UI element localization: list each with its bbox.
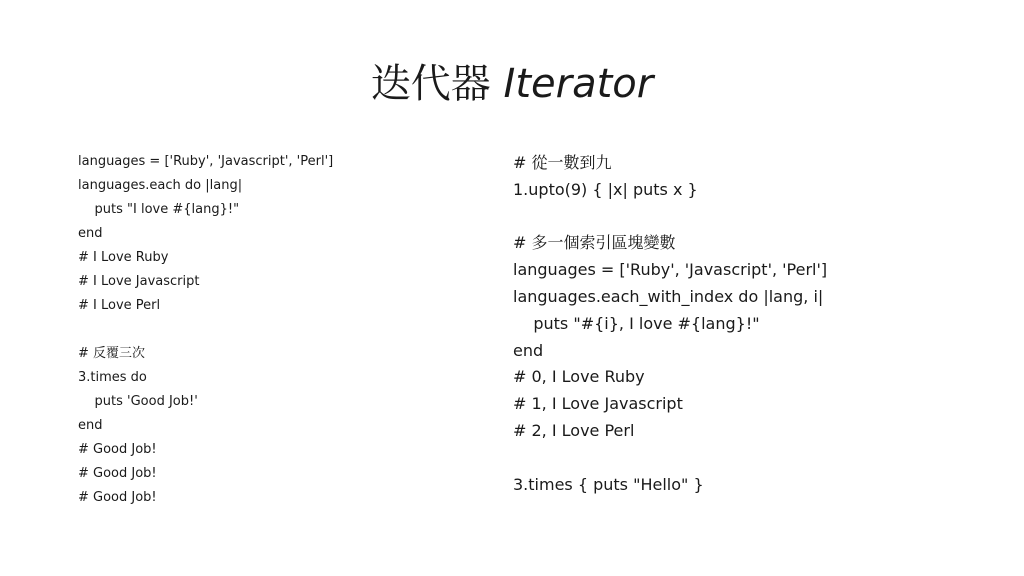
left-code-block [78,150,468,510]
title-chinese: 迭代器 [370,61,491,107]
code-line: # 1, I Love Javascript [513,394,683,414]
code-line [78,318,468,342]
right-code-block [513,150,993,498]
slide-title [0,56,1024,112]
code-line [513,204,993,231]
code-line: # 2, I Love Perl [513,420,635,440]
code-line: # 從一數到九 [513,153,612,172]
code-line: end [513,340,544,360]
code-line: puts "#{i}, I love #{lang}!" [513,313,760,333]
code-line: end [78,418,103,433]
code-line: # 多一個索引區塊變數 [513,233,676,253]
code-line [513,445,993,472]
code-line: languages = ['Ruby', 'Javascript', 'Perl'] [78,154,334,169]
code-line: languages.each do |lang| [78,178,243,193]
code-line: # I Love Perl [78,298,161,313]
code-line: # Good Job! [78,490,157,505]
code-line: # I Love Ruby [78,250,169,265]
code-line: 3.times { puts "Hello" } [513,474,704,494]
code-line: 1.upto(9) { |x| puts x } [513,179,698,199]
code-line: puts 'Good Job!' [78,394,198,409]
code-line: # 反覆三次 [78,346,146,361]
code-line: languages = ['Ruby', 'Javascript', 'Perl'] [513,260,828,280]
code-line: # I Love Javascript [78,274,200,289]
code-line: end [78,226,103,241]
code-line: languages.each_with_index do |lang, i| [513,286,824,306]
title-english: Iterator [503,61,654,107]
code-line: # Good Job! [78,442,157,457]
code-line: puts "I love #{lang}!" [78,202,240,217]
code-line: # 0, I Love Ruby [513,367,645,387]
code-line: # Good Job! [78,466,157,481]
code-line: 3.times do [78,370,147,385]
